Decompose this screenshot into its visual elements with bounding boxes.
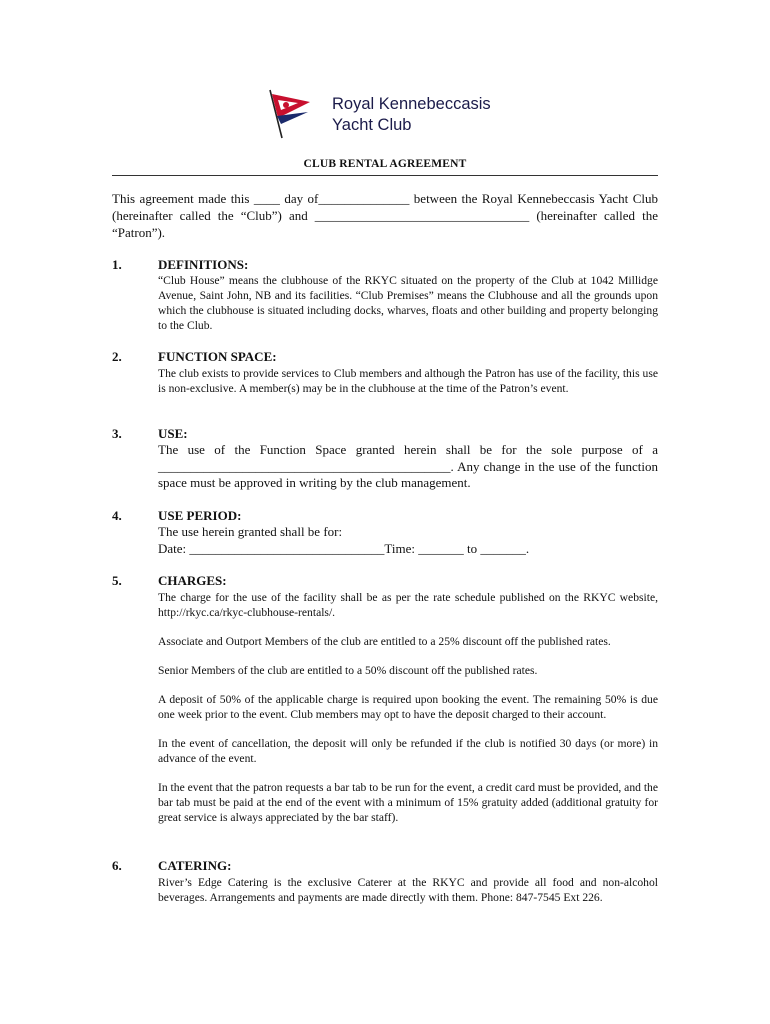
section-1-number: 1.: [112, 257, 122, 272]
section-4-date-time-line: Date: ______________________________Time: _______ to _______.: [158, 540, 530, 556]
section-5-paragraph-associate: Associate and Outport Members of the club are entitled to a 25% discount off the published rates.: [158, 635, 611, 648]
burgee-flag-icon: [264, 88, 328, 140]
section-5-paragraph-deposit: A deposit of 50% of the applicable charge is required upon booking the event. The remaining 50% is due one week prior to the event. Club members may opt to have the deposit charged to their account.: [158, 693, 658, 721]
section-2-paragraph: The club exists to provide services to Club members and although the Patron has use of the facility, this use is non-exclusive. A member(s) may be in the clubhouse at the time of the Patron’s event.: [158, 367, 658, 395]
section-6-heading: CATERING:: [158, 858, 232, 873]
section-5-paragraph-senior: Senior Members of the club are entitled to a 50% discount off the published rates.: [158, 664, 538, 677]
section-2-body: [158, 366, 658, 410]
section-5-paragraph-cancellation: In the event of cancellation, the deposit will only be refunded if the club is notified 30 days (or more) in advance of the event.: [158, 737, 658, 765]
section-3-paragraph: The use of the Function Space granted herein shall be for the sole purpose of a _____________________________________________. Any change in the use of the function space must be approved in writing by the club management.: [158, 442, 658, 490]
section-3-heading: USE:: [158, 426, 188, 441]
section-5-body: [158, 590, 658, 839]
section-5-paragraph-rates: The charge for the use of the facility shall be as per the rate schedule published on the RKYC website, http://rkyc.ca/rkyc-clubhouse-rentals/.: [158, 591, 658, 619]
section-4-line-1: The use herein granted shall be for:: [158, 524, 343, 539]
section-5-heading: CHARGES:: [158, 573, 227, 588]
section-5-number: 5.: [112, 573, 122, 588]
section-1-body: [158, 273, 658, 347]
section-6-body: [158, 875, 658, 919]
section-4-body: [158, 524, 658, 557]
section-6-number: 6.: [112, 858, 122, 873]
section-2-heading: FUNCTION SPACE:: [158, 349, 277, 364]
club-logo: [264, 88, 494, 140]
section-4-number: 4.: [112, 508, 122, 523]
section-4-heading: USE PERIOD:: [158, 508, 242, 523]
section-1-heading: DEFINITIONS:: [158, 257, 249, 272]
section-1-paragraph: “Club House” means the clubhouse of the RKYC situated on the property of the Club at 1042 Millidge Avenue, Saint John, NB and its facilities. “Club Premises” means the Clubhouse and all the grounds upon which the clubhouse is situated including docks, wharves, floats and other building and property belonging to the Club.: [158, 274, 658, 332]
logo-line-1: Royal Kennebeccasis: [332, 95, 491, 113]
section-6-paragraph: River’s Edge Catering is the exclusive Caterer at the RKYC and provide all food and non-alcohol beverages. Arrangements and payments are made directly with them. Phone: 847-7545 Ext 226.: [158, 876, 658, 904]
section-2-number: 2.: [112, 349, 122, 364]
logo-line-2: Yacht Club: [332, 116, 412, 134]
section-3-body: [158, 442, 658, 506]
section-5-paragraph-bar-tab: In the event that the patron requests a bar tab to be run for the event, a credit card must be provided, and the bar tab must be paid at the end of the event with a minimum of 15% gratuity added (additional gratuity for great service is always appreciated by the bar staff).: [158, 781, 658, 824]
section-3-number: 3.: [112, 426, 122, 441]
intro-paragraph: This agreement made this ____ day of______________ between the Royal Kennebeccasis Yacht Club (hereinafter called the “Club”) and _________________________________ (hereinafter called the “Patron”).: [112, 191, 658, 240]
page-title: CLUB RENTAL AGREEMENT: [303, 158, 467, 170]
title-divider: [112, 175, 658, 176]
